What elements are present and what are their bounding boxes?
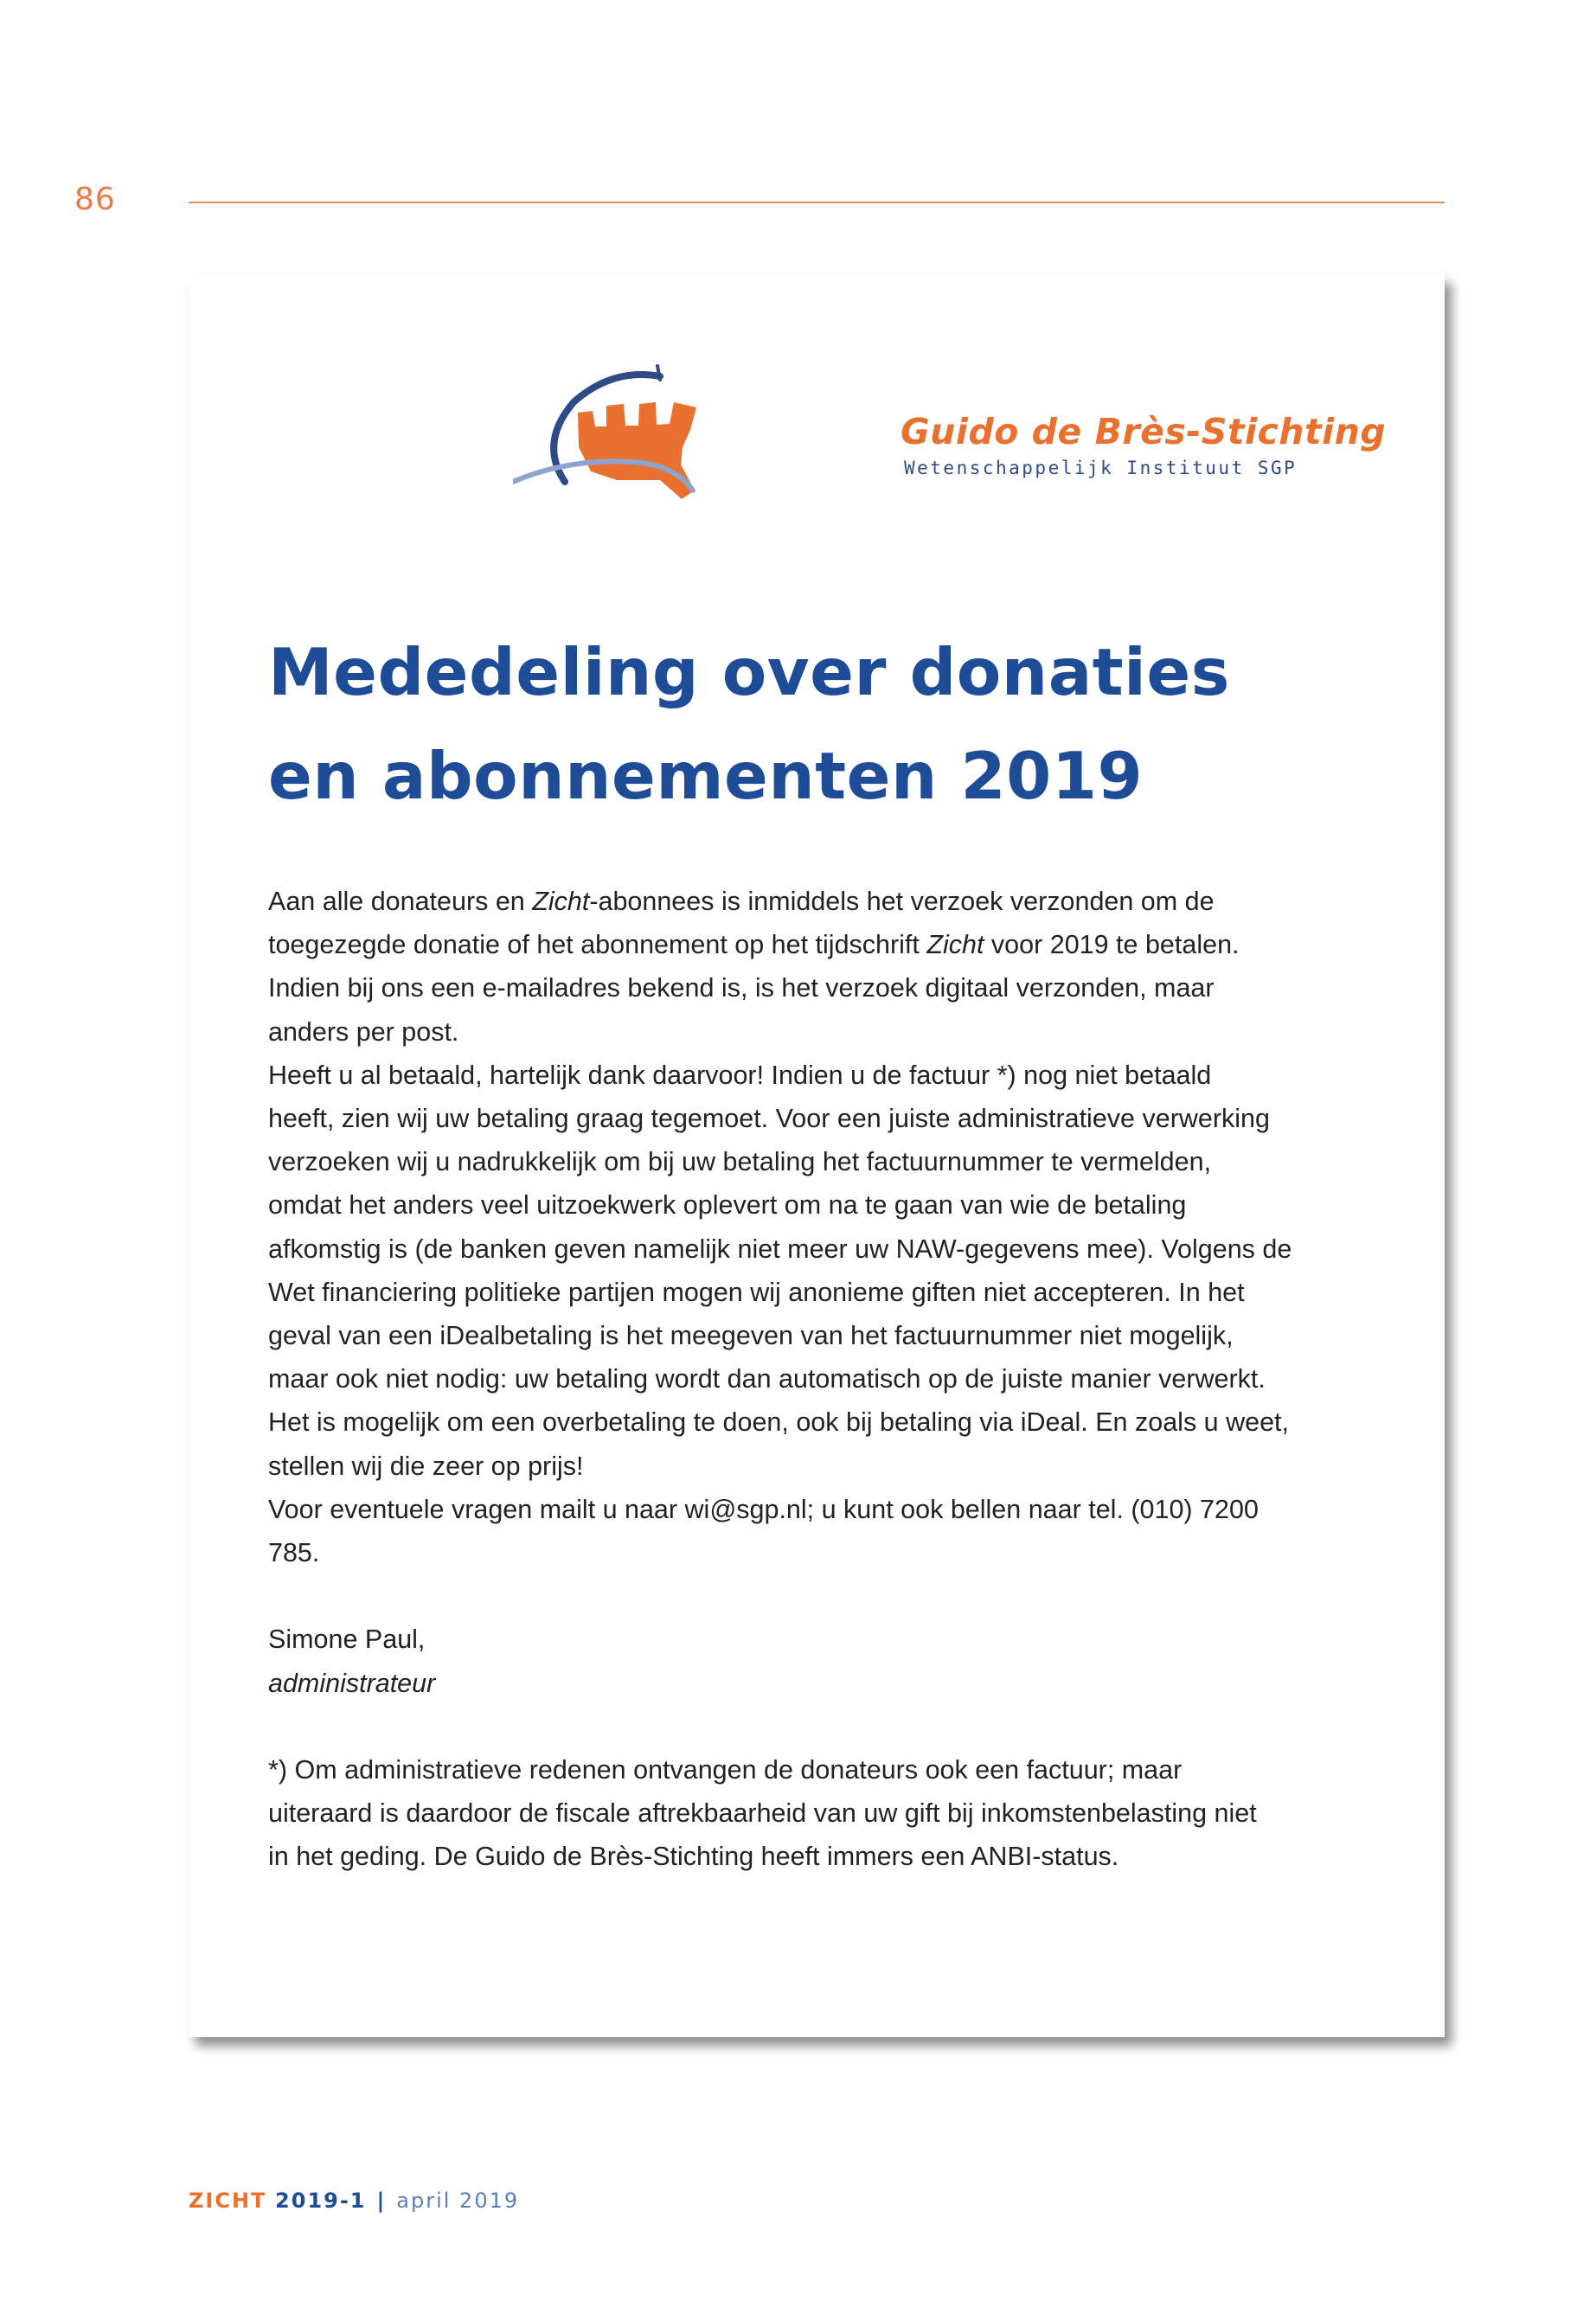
- header-rule: [189, 202, 1445, 203]
- page-footer: [189, 2189, 519, 2213]
- signature-role: [268, 1662, 1393, 1705]
- footer-brand: ZICHT: [189, 2189, 267, 2213]
- body-line: 785.: [268, 1538, 320, 1568]
- title-line-2: en abonnementen 2019: [268, 738, 1144, 814]
- body-line-text: Aan alle donateurs en: [268, 887, 533, 916]
- footnote-line: *) Om administratieve redenen ontvangen de donateurs ook een factuur; maar: [268, 1755, 1183, 1785]
- body-line: heeft, zien wij uw betaling graag tegemoet. Voor een juiste administratieve verwerking: [268, 1104, 1270, 1134]
- body-line: Voor eventuele vragen mailt u naar wi@sgp.nl; u kunt ook bellen naar tel. (010) 7200: [268, 1494, 1259, 1524]
- body-line: [268, 880, 1393, 923]
- guido-de-bres-logo: [513, 361, 1387, 499]
- publication-name: Zicht: [532, 887, 590, 916]
- body-line: anders per post.: [268, 1016, 459, 1047]
- announcement-card: [189, 274, 1445, 2037]
- body-line-text: -abonnees is inmiddels het verzoek verzonden om de: [589, 887, 1215, 916]
- footnote-line: in het geding. De Guido de Brès-Stichting heeft immers een ANBI-status.: [268, 1842, 1119, 1872]
- body-line: maar ook niet nodig: uw betaling wordt dan automatisch op de juiste manier verwerkt.: [268, 1364, 1266, 1394]
- logo-name: Guido de Brès-Stichting: [901, 411, 1387, 452]
- body-line-text: voor 2019 te betalen.: [984, 930, 1240, 960]
- logo-subtitle: Wetenschappelijk Instituut SGP: [904, 458, 1298, 478]
- page-title: [268, 620, 1375, 828]
- title-line-1: Mededeling over donaties: [268, 634, 1230, 710]
- body-line: Heeft u al betaald, hartelijk dank daarvoor! Indien u de factuur *) nog niet betaald: [268, 1060, 1212, 1090]
- publication-name: Zicht: [926, 930, 984, 960]
- body-line-text: toegezegde donatie of het abonnement op het tijdschrift: [268, 930, 927, 960]
- page-number: 86: [74, 182, 116, 217]
- body-line: Indien bij ons een e-mailadres bekend is, is het verzoek digitaal verzonden, maar: [268, 973, 1215, 1003]
- fortress-logo-icon: [513, 361, 911, 508]
- body-line: afkomstig is (de banken geven namelijk niet meer uw NAW-gegevens mee). Volgens de: [268, 1234, 1292, 1264]
- footnote-line: uiteraard is daardoor de fiscale aftrekbaarheid van uw gift bij inkomstenbelasting niet: [268, 1798, 1257, 1829]
- body-line: geval van een iDealbetaling is het meegeven van het factuurnummer niet mogelijk,: [268, 1321, 1234, 1351]
- body-line: stellen wij die zeer op prijs!: [268, 1451, 584, 1481]
- body-line: verzoeken wij u nadrukkelijk om bij uw betaling het factuurnummer te vermelden,: [268, 1147, 1212, 1177]
- footer-issue: 2019-1: [275, 2189, 367, 2213]
- body-line: omdat het anders veel uitzoekwerk oplevert om na te gaan van wie de betaling: [268, 1190, 1187, 1221]
- body-line: Het is mogelijk om een overbetaling te doen, ook bij betaling via iDeal. En zoals u weet,: [268, 1407, 1289, 1438]
- body-text: [268, 880, 1393, 1879]
- footer-separator: |: [376, 2189, 387, 2213]
- body-line: [268, 923, 1393, 966]
- footer-date: april 2019: [396, 2189, 520, 2213]
- body-line: Wet financiering politieke partijen mogen wij anonieme giften niet accepteren. In het: [268, 1277, 1245, 1307]
- signature-name: Simone Paul,: [268, 1625, 426, 1655]
- signature-role-text: administrateur: [268, 1668, 436, 1698]
